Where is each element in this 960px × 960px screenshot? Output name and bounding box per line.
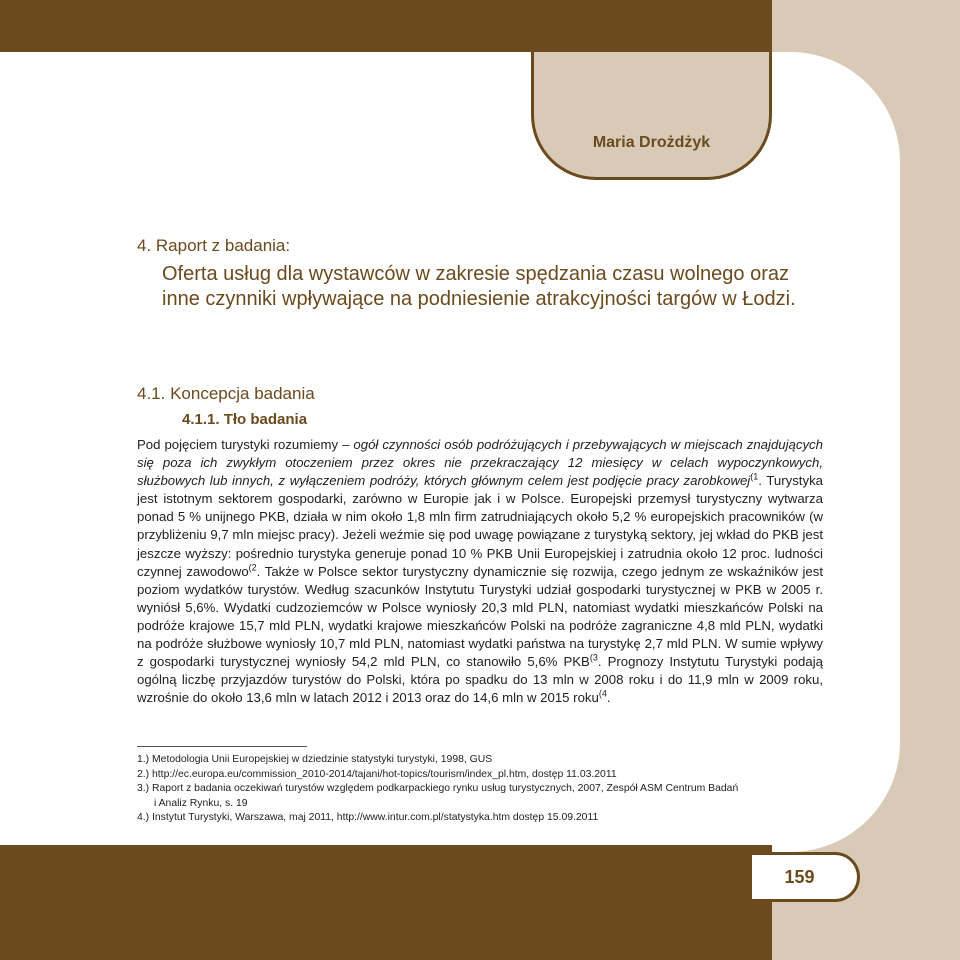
body-lead: Pod pojęciem turystyki rozumiemy – <box>137 437 354 452</box>
footnote-ref-3: (3 <box>589 652 598 663</box>
footnote-item: 1.) Metodologia Unii Europejskiej w dziedzinie statystyki turystyki, 1998, GUS <box>137 754 493 765</box>
body-text-end: . <box>606 690 611 706</box>
footnote-item: 2.) http://ec.europa.eu/commission_2010-2014/tajani/hot-topics/tourism/index_pl.htm, dostęp 11.03.2011 <box>137 768 617 780</box>
footnote-ref-2: (2 <box>248 562 257 573</box>
paragraph <box>137 436 823 707</box>
section-title: 4.1. Koncepcja badania <box>137 384 315 403</box>
body-text-part-1: . Turystyka jest istotnym sektorem gospodarki, zarówno w Europie jak i w Polsce. Europejski przemysł turystyczny wytwarza ponad 5 % unijnego PKB, działa w nim około 1,8 mln firm zatrudniających około 5,2 % europejskich pracowników (w przybliżeniu 9,7 mln miejsc pracy). Jeżeli weźmie się pod uwagę powiązane z turystyką sektory, jej wkład do PKB jest jeszcze wyższy: pośrednio turystyka generuje ponad 10 % PKB Unii Europejskiej i zatrudnia około 12 proc. ludności czynnej zawodowo <box>137 473 823 579</box>
footnote-item: 3.) Raport z badania oczekiwań turystów względem podkarpackiego rynku usług turystycznych, 2007, Zespół ASM Centrum Badań <box>137 783 739 795</box>
footnote-divider <box>137 746 307 747</box>
footnote-ref-4: (4 <box>598 688 607 699</box>
page-number-box <box>752 852 860 902</box>
page-number: 159 <box>784 867 815 887</box>
chapter-title: 4. Raport z badania: <box>137 236 291 255</box>
bottom-band <box>0 845 772 960</box>
footnote-ref-1: (1 <box>750 471 759 482</box>
author-name: Maria Drożdżyk <box>592 134 711 151</box>
footnote-item: 4.) Instytut Turystyki, Warszawa, maj 2011, http://www.intur.com.pl/statystyka.htm dostęp 15.09.2011 <box>137 812 599 824</box>
body-text-part-2: . Także w Polsce sektor turystyczny dynamicznie się rozwija, czego jednym ze wskaźników jest poziom wydatków turystów. Według szacunków Instytutu Turystyki udział gospodarki turystycznej w PKB w 2005 r. wyniósł 5,6%. Wydatki cudzoziemców w Polsce wyniosły 20,3 mld PLN, natomiast wydatki mieszkańców Polski na podróże krajowe 15,7 mld PLN, wydatki krajowe mieszkańców Polski na podróże zagraniczne 4,8 mld PLN, wydatki na podróże służbowe wyniosły 10,7 mld PLN, natomiast wydatki państwa na turystykę 2,7 mld PLN. W sumie wpływy z gospodarki turystycznej wyniosły 54,2 mld PLN, co stanowiło 5,6% PKB <box>137 563 823 670</box>
tourism-definition: ogół czynności osób podróżujących i przebywających w miejscach znajdujących się poza ich zwykłym otoczeniem przez okres nie przekraczający 12 miesięcy w celach wypoczynkowych, służbowych lub innych, z wyłączeniem podróży, których głównym celem jest podjęcie pracy zarobkowej <box>137 437 823 489</box>
chapter-subtitle: Oferta usług dla wystawców w zakresie spędzania czasu wolnego oraz inne czynniki wpływające na podniesienie atrakcyjności targów w Łodzi. <box>162 263 796 310</box>
author-tab <box>531 52 772 180</box>
subsection-title: 4.1.1. Tło badania <box>182 411 308 428</box>
footnote-item-continued: i Analiz Rynku, s. 19 <box>154 797 248 809</box>
body-text-part-3: . Prognozy Instytutu Turystyki podają ogólną liczbę przyjazdów turystów do Polski, która po spadku do 13 mln w 2008 roku i do 11,9 mln w 2009 roku, wzrośnie do około 13,6 mln w latach 2012 i 2013 oraz do 14,6 mln w 2015 roku <box>137 654 823 706</box>
footnotes <box>137 753 817 826</box>
body-text <box>137 436 823 707</box>
top-band <box>0 0 772 52</box>
